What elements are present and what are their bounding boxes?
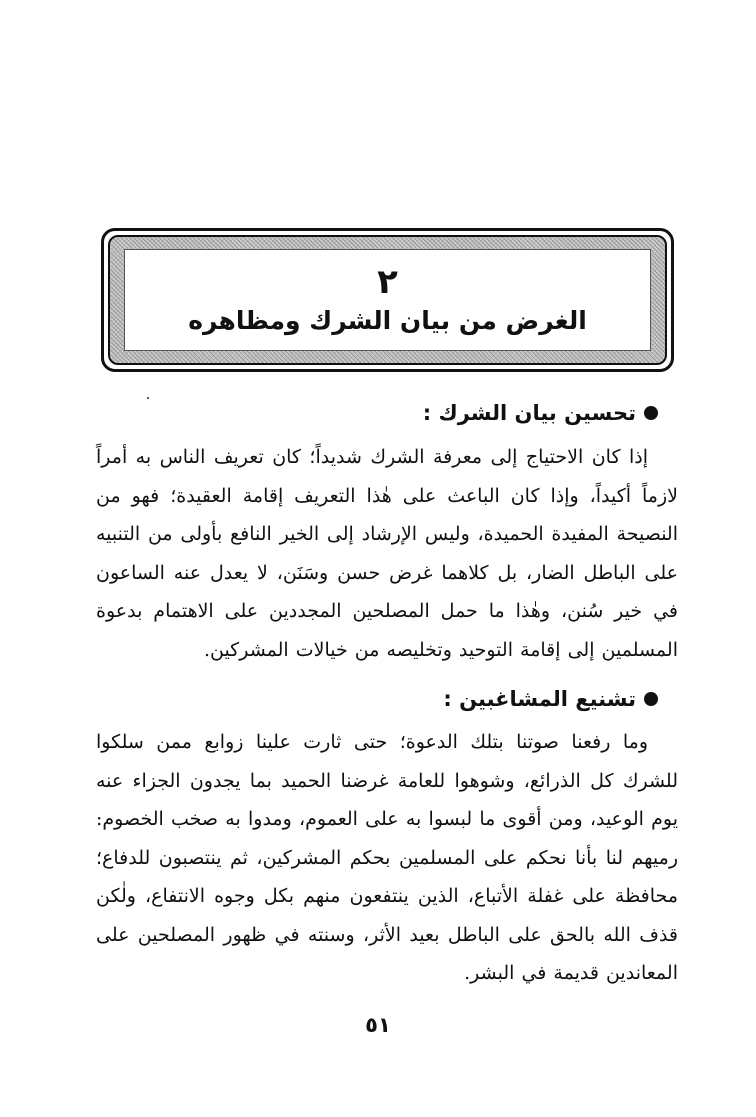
chapter-title-frame	[101, 228, 674, 372]
chapter-title-border	[108, 235, 667, 365]
section-paragraph-2: وما رفعنا صوتنا بتلك الدعوة؛ حتى ثارت علينا زوابع ممن سلكوا للشرك كل الذرائع، وشوهوا للعامة غرضنا الحميد بما يجدون الجزاء عنه يوم الوعيد، ومن أقوى ما لبسوا به على العموم، ومدوا به صخب الخصوم: رميهم لنا بأنا نحكم على المسلمين بحكم المشركين، ثم ينتصبون للدفاع؛ محافظة على غفلة الأتباع، الذين ينتفعون منهم بكل وجوه الانتفاع، ولٰكن قذف الله بالحق على الباطل بعيد الأثر، وسنته في ظهور المصلحين على المعاندين قديمة في البشر.	[96, 731, 678, 984]
chapter-title-panel	[124, 249, 651, 351]
bullet-icon	[644, 406, 658, 420]
chapter-number: ٢	[377, 262, 398, 302]
print-speck	[147, 397, 149, 399]
chapter-title: الغرض من بيان الشرك ومظاهره	[188, 306, 587, 335]
section-heading-1	[423, 398, 658, 428]
section-heading-2-text: تشنيع المشاغبين :	[443, 687, 636, 711]
section-paragraph-1: إذا كان الاحتياج إلى معرفة الشرك شديداً؛ كان تعريف الناس به أمراً لازماً أكيداً، وإذا كان الباعث على هٰذا التعريف إقامة العقيدة؛ فهو من النصيحة المفيدة الحميدة، وليس الإرشاد إلى الخير النافع بأولى من التنبيه على الباطل الضار، بل كلاهما غرض حسن وسَنَن، لا يعدل عنه الساعون في خير سُنن، وهٰذا ما حمل المصلحين المجددين على الاهتمام بدعوة المسلمين إلى إقامة التوحيد وتخليصه من خيالات المشركين.	[96, 446, 678, 661]
page-number: ٥١	[365, 1013, 391, 1037]
bullet-icon	[644, 692, 658, 706]
section-heading-2	[443, 684, 658, 714]
section-heading-1-text: تحسين بيان الشرك :	[422, 401, 636, 425]
